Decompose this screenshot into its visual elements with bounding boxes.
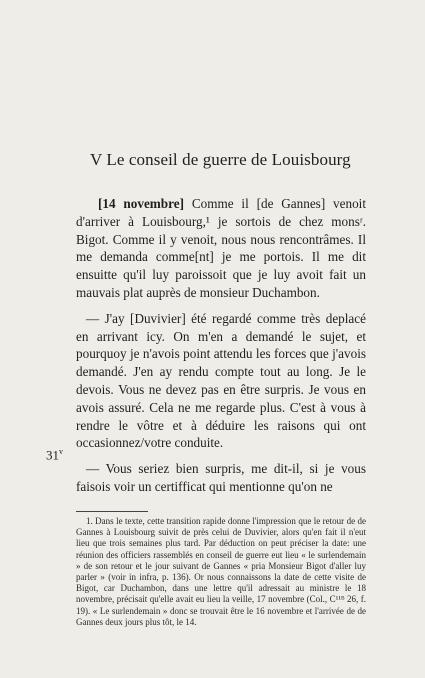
footnote-rule — [76, 511, 148, 512]
chapter-heading: V Le conseil de guerre de Louisbourg — [90, 150, 351, 169]
folio-marker — [46, 447, 63, 463]
footnote — [76, 516, 366, 628]
date-label: [14 novembre] — [98, 196, 184, 211]
bleed-through-text — [330, 38, 425, 49]
folio-suffix: v — [59, 447, 63, 456]
paragraph-1 — [76, 195, 366, 302]
folio-number: 31 — [46, 447, 59, 463]
paragraph-3: — Vous seriez bien surpris, me dit-il, si je vous faisois voir un certifficat qui mentionne qu'on ne — [76, 461, 366, 494]
footnote-text: 1. Dans le texte, cette transition rapide donne l'impression que le retour de de Gannes à Louisbourg suivit de près celui de Duvivier, alors qu'en fait il n'eut lieu que trois semaines plus tard. Par déduction on peut préciser la date: une réunion des officiers rassemblés en conseil de guerre eut lieu « le surlendemain » de son retour et le jour suivant de Gannes « pria Monsieur Bigot d'aller luy parler » (voir in infra, p. 136). Or nous connaissons la date de cette visite de Bigot, car Duchambon, dans une lettre qu'il adressait au ministre le 18 novembre, précisait qu'elle avait eu lieu la veille, 17 novembre (Col., C¹¹ᴮ 26, f. 19). « Le surlendemain » donc se trouvait être le 16 novembre et l'arrivée de de Gannes deux jours plus tôt, le 14. — [76, 516, 366, 627]
paragraph-2: — J'ay [Duvivier] été regardé comme très deplacé en arrivant icy. On m'en a demandé le sujet, et pourquoy je n'avois point attendu les forces que j'avois demandé. J'en ay rendu compte tout au long. Je le devois. Vous ne devez pas en être surpris. Je vous en avois assuré. Cela ne me regarde plus. C'est à vous à rendre le vôtre et à déduire les raisons qui ont occasionnez/votre conduite. — [76, 310, 366, 451]
paragraph-1-text: Comme il [de Gannes] venoit d'arriver à Louisbourg,¹ je sortois de chez monsʳ. Bigot. Comme il y venoit, nous nous rencontrâmes. Il me demanda comme[nt] je me portois. Il me dit ensuitte qu'il luy paroissoit que je luy avoit fait un mauvais plat auprès de monsieur Duchambon. — [76, 196, 367, 300]
main-text — [76, 195, 366, 504]
